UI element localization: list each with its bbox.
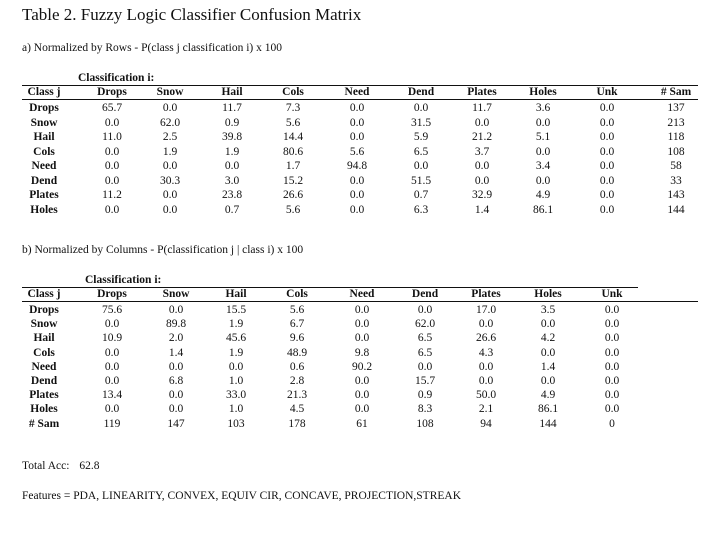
- table-cell: 0.0: [535, 145, 551, 158]
- table-cell: 137: [667, 102, 685, 114]
- row-label: Hail: [33, 131, 55, 143]
- table-cell: 0.0: [354, 403, 370, 416]
- table-cell: 0.0: [417, 360, 433, 373]
- table-cell: 108: [416, 417, 434, 430]
- table-cell: 11.2: [102, 189, 122, 201]
- table-cell: 61: [356, 417, 368, 430]
- row-label: Cols: [33, 145, 55, 158]
- table-cell: 15.5: [225, 304, 247, 316]
- table-cell: 2.0: [168, 332, 184, 345]
- table-cell: 0: [609, 417, 615, 430]
- row-label: Hail: [33, 332, 55, 345]
- table-cell: 15.2: [282, 174, 304, 187]
- table-cell: 9.8: [354, 346, 370, 359]
- table-cell: 0.7: [413, 189, 429, 201]
- table-cell: 6.5: [417, 346, 433, 359]
- column-header: Cols: [286, 288, 308, 300]
- table-cell: 86.1: [537, 403, 559, 416]
- total-acc-value: 62.8: [79, 460, 100, 472]
- table-cell: 144: [539, 417, 557, 430]
- table-cell: 32.9: [471, 189, 493, 201]
- table-cell: 144: [667, 203, 685, 216]
- table-cell: 0.0: [599, 145, 615, 158]
- row-label: # Sam: [28, 417, 60, 430]
- table-a-group-label: Classification i:: [78, 72, 155, 84]
- table-cell: 0.0: [104, 403, 120, 416]
- table-cell: 7.3: [285, 102, 301, 114]
- table-cell: 0.0: [540, 346, 556, 359]
- table-cell: 3.4: [535, 160, 551, 172]
- table-cell: 0.0: [478, 318, 494, 331]
- table-cell: 0.0: [604, 318, 620, 331]
- table-cell: 21.3: [286, 389, 308, 402]
- table-cell: 1.9: [162, 145, 178, 158]
- table-cell: 0.0: [599, 160, 615, 172]
- column-header: Holes: [534, 288, 562, 300]
- table-cell: 103: [227, 417, 245, 430]
- row-label: Plates: [29, 189, 59, 201]
- table-cell: 4.9: [535, 189, 551, 201]
- row-header: Class j: [27, 288, 61, 300]
- table-cell: 3.5: [540, 304, 556, 316]
- table-cell: 31.5: [410, 116, 432, 129]
- table-cell: 0.0: [535, 116, 551, 129]
- table-cell: 1.9: [228, 346, 244, 359]
- table-cell: 0.0: [349, 189, 365, 201]
- table-cell: 8.3: [417, 403, 433, 416]
- row-label: Snow: [30, 318, 58, 331]
- table-cell: 108: [667, 145, 685, 158]
- table-cell: 0.0: [599, 131, 615, 143]
- table-cell: 0.0: [599, 203, 615, 216]
- table-cell: 58: [670, 160, 682, 172]
- column-header: Dend: [411, 288, 439, 300]
- table-cell: 6.3: [413, 203, 429, 216]
- table-cell: 0.0: [474, 174, 490, 187]
- table-cell: 0.0: [168, 304, 184, 316]
- table-cell: 2.8: [289, 375, 305, 387]
- table-cell: 0.0: [604, 332, 620, 345]
- table-cell: 0.0: [168, 360, 184, 373]
- table-cell: 6.8: [168, 375, 184, 387]
- row-label: Dend: [30, 174, 58, 187]
- table-b-group-label: Classification i:: [85, 274, 162, 286]
- table-cell: 0.0: [354, 375, 370, 387]
- table-b-header-rule: [22, 301, 698, 302]
- table-cell: 0.0: [349, 174, 365, 187]
- column-header: Need: [349, 288, 375, 300]
- table-cell: 75.6: [101, 304, 123, 316]
- table-a-header-rule: [22, 99, 698, 100]
- table-cell: 13.4: [101, 389, 123, 402]
- table-cell: 5.6: [285, 116, 301, 129]
- column-header: Unk: [596, 86, 618, 98]
- table-cell: 2.5: [162, 131, 178, 143]
- table-cell: 9.6: [289, 332, 305, 345]
- table-cell: 11.7: [222, 102, 242, 114]
- table-cell: 6.5: [413, 145, 429, 158]
- table-title: Table 2. Fuzzy Logic Classifier Confusion Matrix: [22, 5, 362, 24]
- row-label: Cols: [33, 346, 55, 359]
- table-cell: 4.5: [289, 403, 305, 416]
- table-cell: 0.0: [162, 189, 178, 201]
- table-cell: 1.9: [228, 318, 244, 331]
- table-cell: 21.2: [471, 131, 493, 143]
- table-cell: 0.0: [413, 102, 429, 114]
- table-cell: 11.0: [102, 131, 122, 143]
- table-cell: 62.0: [414, 318, 436, 331]
- table-cell: 3.7: [474, 145, 490, 158]
- row-header: Class j: [27, 86, 61, 98]
- table-cell: 1.4: [474, 203, 490, 216]
- table-cell: 0.7: [224, 203, 240, 216]
- table-cell: 6.7: [289, 318, 305, 331]
- table-cell: 0.0: [354, 332, 370, 345]
- row-label: Holes: [30, 203, 58, 216]
- column-header: Snow: [156, 86, 184, 98]
- table-cell: 86.1: [532, 203, 554, 216]
- table-cell: 119: [103, 417, 121, 430]
- table-cell: 0.0: [599, 189, 615, 201]
- row-label: Snow: [30, 116, 58, 129]
- row-label: Dend: [30, 375, 58, 387]
- table-cell: 0.0: [104, 346, 120, 359]
- column-header: Plates: [467, 86, 497, 98]
- table-cell: 0.0: [540, 318, 556, 331]
- row-label: Need: [31, 360, 57, 373]
- table-cell: 0.0: [168, 389, 184, 402]
- table-cell: 5.1: [535, 131, 551, 143]
- table-cell: 0.0: [478, 375, 494, 387]
- table-cell: 50.0: [475, 389, 497, 402]
- column-header: Plates: [471, 288, 501, 300]
- table-cell: 0.0: [604, 360, 620, 373]
- table-cell: 0.0: [104, 375, 120, 387]
- table-cell: 0.0: [104, 360, 120, 373]
- table-cell: 1.0: [228, 403, 244, 416]
- table-cell: 0.0: [354, 304, 370, 316]
- column-header: Hail: [225, 288, 247, 300]
- table-cell: 6.5: [417, 332, 433, 345]
- table-cell: 0.0: [162, 102, 178, 114]
- table-cell: 0.0: [478, 360, 494, 373]
- table-cell: 0.0: [104, 203, 120, 216]
- table-cell: 26.6: [282, 189, 304, 201]
- table-cell: 0.0: [604, 403, 620, 416]
- row-label: Drops: [29, 102, 59, 114]
- table-cell: 65.7: [101, 102, 123, 114]
- table-cell: 5.9: [413, 131, 429, 143]
- table-cell: 11.7: [472, 102, 492, 114]
- table-cell: 0.0: [599, 174, 615, 187]
- table-cell: 4.3: [478, 346, 494, 359]
- table-cell: 147: [167, 417, 185, 430]
- table-cell: 0.0: [604, 375, 620, 387]
- table-cell: 0.0: [349, 102, 365, 114]
- column-header: Snow: [162, 288, 190, 300]
- table-cell: 0.0: [474, 160, 490, 172]
- column-header: Unk: [601, 288, 623, 300]
- table-cell: 0.0: [604, 304, 620, 316]
- table-cell: 0.0: [535, 174, 551, 187]
- table-cell: 0.0: [417, 304, 433, 316]
- table-cell: 0.0: [599, 102, 615, 114]
- table-cell: 4.2: [540, 332, 556, 345]
- table-cell: 0.0: [604, 389, 620, 402]
- table-cell: 48.9: [286, 346, 308, 359]
- table-cell: 89.8: [165, 318, 187, 331]
- table-cell: 23.8: [221, 189, 243, 201]
- column-header: Drops: [97, 86, 127, 98]
- table-cell: 0.0: [104, 116, 120, 129]
- table-cell: 33: [670, 174, 682, 187]
- table-cell: 0.0: [354, 318, 370, 331]
- table-cell: 0.0: [349, 116, 365, 129]
- table-cell: 143: [667, 189, 685, 201]
- table-cell: 0.0: [349, 203, 365, 216]
- table-cell: 118: [667, 131, 685, 143]
- column-header: Hail: [221, 86, 243, 98]
- column-header: Holes: [529, 86, 557, 98]
- table-a-caption: a) Normalized by Rows - P(class j classification i) x 100: [22, 42, 282, 54]
- table-cell: 17.0: [475, 304, 497, 316]
- table-cell: 5.6: [289, 304, 305, 316]
- table-cell: 0.0: [162, 160, 178, 172]
- row-label: Need: [31, 160, 57, 172]
- table-cell: 14.4: [282, 131, 304, 143]
- table-cell: 10.9: [101, 332, 123, 345]
- table-cell: 0.0: [354, 389, 370, 402]
- table-cell: 5.6: [285, 203, 301, 216]
- table-cell: 0.0: [599, 116, 615, 129]
- table-cell: 0.0: [604, 346, 620, 359]
- row-label: Plates: [29, 389, 59, 402]
- table-cell: 0.0: [474, 116, 490, 129]
- table-cell: 213: [667, 116, 685, 129]
- row-label: Drops: [29, 304, 59, 316]
- table-cell: 0.0: [104, 318, 120, 331]
- table-b-caption: b) Normalized by Columns - P(classification j | class i) x 100: [22, 244, 304, 256]
- table-cell: 178: [288, 417, 306, 430]
- table-cell: 0.0: [413, 160, 429, 172]
- table-cell: 2.1: [478, 403, 494, 416]
- total-acc-label: Total Acc:: [22, 460, 70, 472]
- column-header: Dend: [407, 86, 435, 98]
- table-cell: 0.9: [417, 389, 433, 402]
- table-cell: 3.6: [535, 102, 551, 114]
- table-cell: 0.0: [228, 360, 244, 373]
- table-cell: 0.0: [224, 160, 240, 172]
- table-cell: 1.0: [228, 375, 244, 387]
- table-cell: 39.8: [221, 131, 243, 143]
- table-cell: 3.0: [224, 174, 240, 187]
- table-cell: 0.0: [168, 403, 184, 416]
- table-cell: 1.4: [168, 346, 184, 359]
- table-cell: 30.3: [159, 174, 181, 187]
- table-cell: 62.0: [159, 116, 181, 129]
- row-label: Holes: [30, 403, 58, 416]
- column-header: Cols: [282, 86, 304, 98]
- table-cell: 80.6: [282, 145, 304, 158]
- table-cell: 26.6: [475, 332, 497, 345]
- table-cell: 51.5: [410, 174, 432, 187]
- features-note: Features = PDA, LINEARITY, CONVEX, EQUIV CIR, CONCAVE, PROJECTION,STREAK: [22, 490, 462, 502]
- table-cell: 0.0: [349, 131, 365, 143]
- table-cell: 94: [480, 417, 492, 430]
- table-cell: 1.4: [540, 360, 556, 373]
- table-cell: 0.6: [289, 360, 305, 373]
- table-cell: 1.7: [285, 160, 301, 172]
- column-header: Need: [344, 86, 370, 98]
- column-header: Drops: [97, 288, 127, 300]
- table-cell: 94.8: [346, 160, 368, 172]
- table-cell: 0.0: [540, 375, 556, 387]
- table-cell: 0.9: [224, 116, 240, 129]
- table-cell: 5.6: [349, 145, 365, 158]
- table-cell: 0.0: [104, 174, 120, 187]
- total-accuracy: [22, 460, 100, 472]
- table-cell: 0.0: [104, 160, 120, 172]
- column-header: # Sam: [660, 86, 692, 98]
- table-cell: 90.2: [351, 360, 373, 373]
- table-cell: 45.6: [225, 332, 247, 345]
- table-cell: 1.9: [224, 145, 240, 158]
- table-cell: 4.9: [540, 389, 556, 402]
- table-cell: 0.0: [162, 203, 178, 216]
- table-cell: 15.7: [414, 375, 436, 387]
- table-cell: 33.0: [225, 389, 247, 402]
- table-cell: 0.0: [104, 145, 120, 158]
